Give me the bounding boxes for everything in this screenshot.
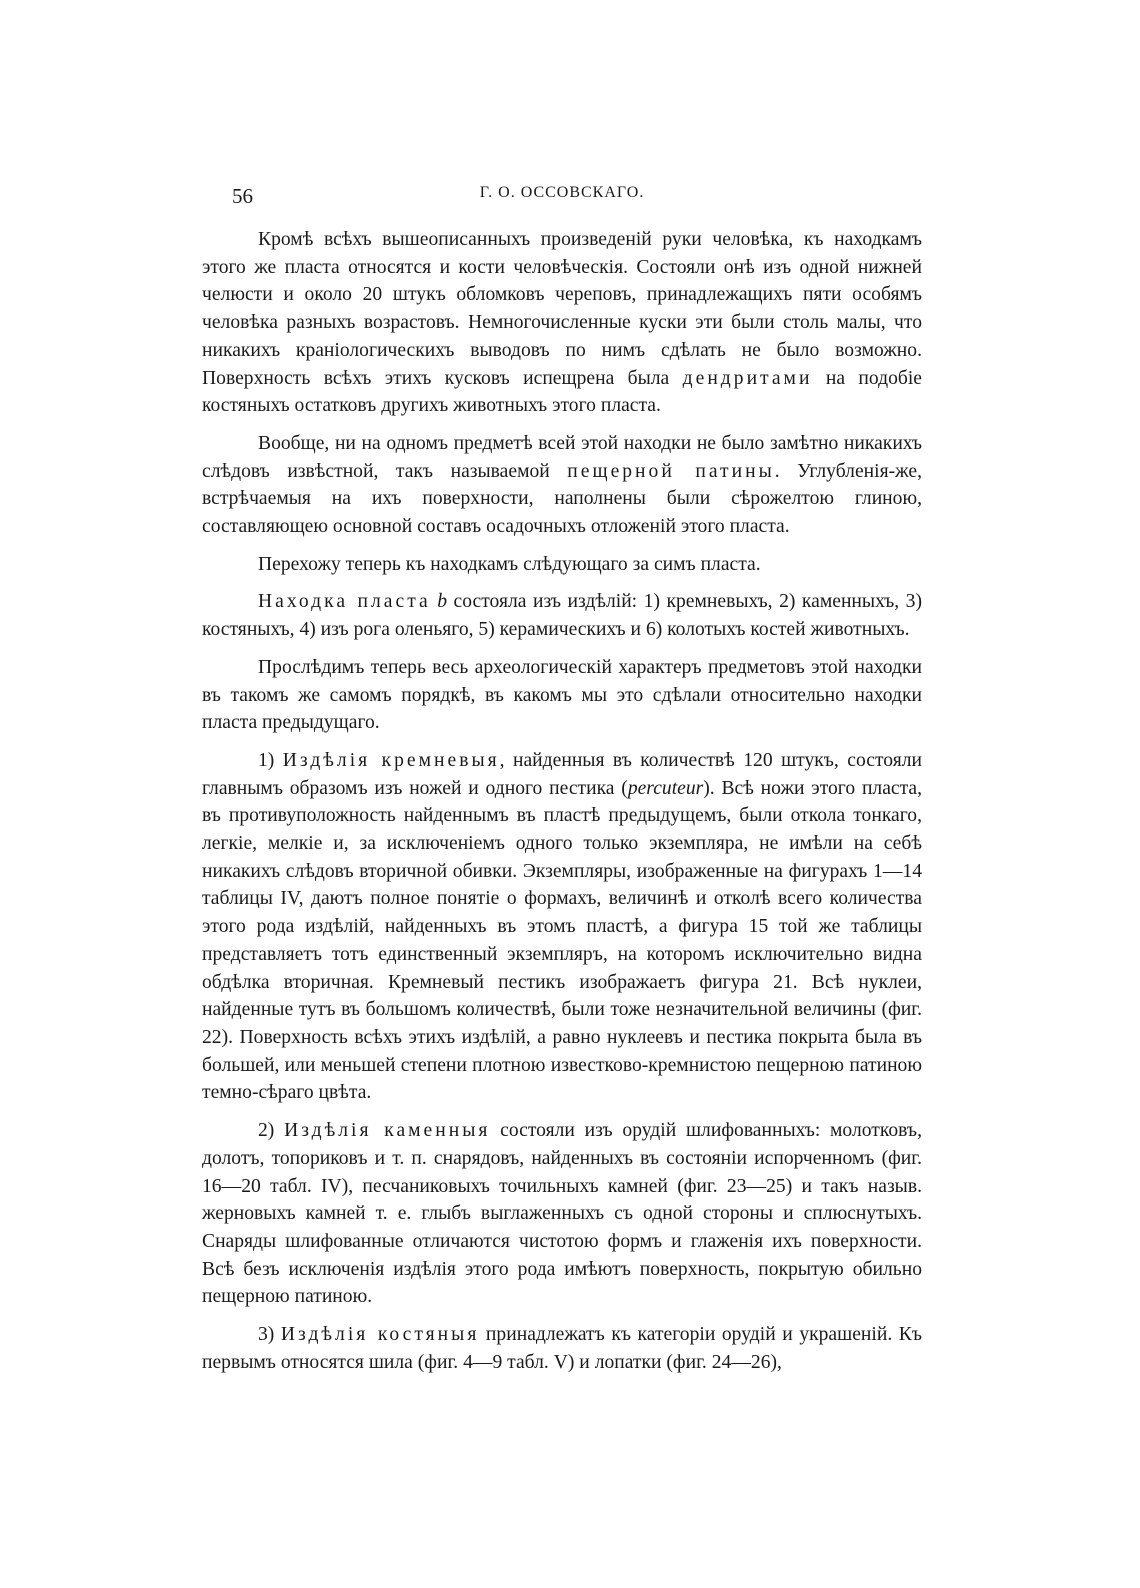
running-head: Г. О. ОССОВСКАГО. bbox=[479, 184, 645, 201]
paragraph-layer-b: Находка пласта b состояла изъ издѣлій: 1) кремневыхъ, 2) каменныхъ, 3) костяныхъ, 4) изъ рога оленьяго, 5) керамическихъ и 6) колотыхъ костей животныхъ. bbox=[202, 591, 923, 641]
paragraph-trace-character: Прослѣдимъ теперь весь археологическій характеръ предметовъ этой находки въ такомъ же самомъ порядкѣ, въ какомъ мы это сдѣлали относительно находки пласта предыдущаго. bbox=[202, 656, 922, 734]
page-number: 56 bbox=[232, 184, 253, 208]
paragraph-flint-items: 1) Издѣлія кремневыя, найденныя въ количествѣ 120 штукъ, состояли главнымъ образомъ изъ ножей и одного пестика (percuteur). Всѣ ножи этого пласта, въ противуположность найденнымъ въ пластѣ предыдущемъ, были откола тонкаго, легкіе, мелкіе и, за исключеніемъ одного только экземпляра, не имѣли на себѣ никакихъ слѣдовъ вторичной обивки. Экземпляры, изображенные на фигурахъ 1—14 таблицы IV, даютъ полное понятіе о формахъ, величинѣ и отколѣ всего количества этого рода издѣлій, найденныхъ въ этомъ пластѣ, а фигура 15 той же таблицы представляетъ тотъ единственный экземпляръ, на которомъ исключительно видна обдѣлка вторичная. Кремневый пестикъ изображаетъ фигура 21. Всѣ нуклеи, найденные тутъ въ большомъ количествѣ, были тоже незначительной величины (фиг. 22). Поверхность всѣхъ этихъ издѣлій, а равно нуклеевъ и пестика покрыта была въ большей, или меньшей степени плотною известково-кремнистою пещерною патиною темно-сѣраго цвѣта. bbox=[202, 749, 923, 1104]
body-text bbox=[202, 226, 922, 1386]
paragraph-no-patina: Вообще, ни на одномъ предметѣ всей этой находки не было замѣтно никакихъ слѣдовъ извѣстной, такъ называемой пещерной патины. Углубленія-же, встрѣчаемыя на ихъ поверхности, наполнены были сѣрожелтою глиною, составляющею основной составъ осадочныхъ отложеній этого пласта. bbox=[202, 432, 922, 538]
paragraph-stone-items: 2) Издѣлія каменныя состояли изъ орудій шлифованныхъ: молотковъ, долотъ, топориковъ и т. п. снарядовъ, найденныхъ въ состояніи испорченномъ (фиг. 16—20 табл. IV), песчаниковыхъ точильныхъ камней (фиг. 23—25) и такъ назыв. жерновыхъ камней т. е. глыбъ выглаженныхъ съ одной стороны и сплюснутыхъ. Снаряды шлифованные отличаются чистотою формъ и глаженія ихъ поверхности. Всѣ безъ исключенія издѣлія этого рода имѣютъ поверхность, покрытую обильно пещерною патиною. bbox=[202, 1120, 922, 1308]
paragraph-human-bones: Кромѣ всѣхъ вышеописанныхъ произведеній руки человѣка, къ находкамъ этого же пласта относятся и кости человѣческія. Состояли онѣ изъ одной нижней челюсти и около 20 штукъ обломковъ череповъ, принадлежащихъ пяти особямъ человѣка разныхъ возрастовъ. Немногочисленные куски эти были столь малы, что никакихъ краніологическихъ выводовъ по нимъ сдѣлать не было возможно. Поверхность всѣхъ этихъ кусковъ испещрена была дендритами на подобіе костяныхъ остатковъ другихъ животныхъ этого пласта. bbox=[202, 229, 923, 417]
page-header bbox=[202, 184, 922, 214]
paragraph-bone-items: 3) Издѣлія костяныя принадлежатъ къ категоріи орудій и украшеній. Къ первымъ относятся шила (фиг. 4—9 табл. V) и лопатки (фиг. 24—26), bbox=[202, 1324, 923, 1373]
paragraph-transition: Перехожу теперь къ находкамъ слѣдующаго за симъ пласта. bbox=[258, 553, 761, 575]
